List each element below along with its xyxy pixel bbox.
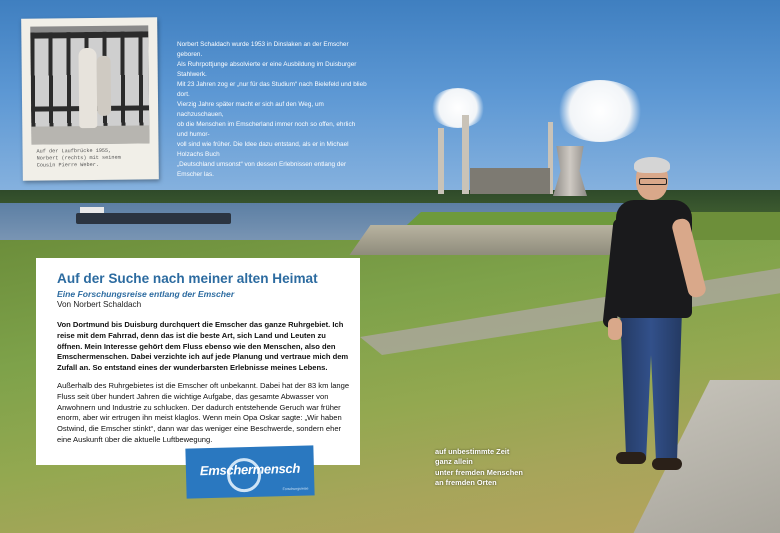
steam-cloud — [430, 88, 486, 128]
person-hair — [634, 157, 670, 173]
railing-bar — [30, 31, 148, 38]
chimney — [462, 115, 469, 194]
photo-caption — [37, 147, 149, 169]
intro-line: ob die Menschen im Emscherland immer noch so offen, ehrlich und humor- — [177, 121, 356, 138]
logo-text: Emschermensch — [199, 460, 301, 479]
article-box — [36, 258, 360, 465]
person-hand — [608, 318, 622, 340]
child-figure — [78, 48, 97, 128]
child-figure — [97, 56, 112, 116]
overlay-line: ganz allein — [435, 457, 473, 467]
person-legs — [620, 310, 682, 460]
glasses-icon — [639, 178, 667, 185]
intro-line: Mit 23 Jahren zog er „nur für das Studium“ nach Bielefeld und blieb dort. — [177, 81, 367, 98]
power-plant — [470, 168, 550, 194]
intro-line: Vierzig Jahre später macht er sich auf den Weg, um nachzuschauen, — [177, 101, 324, 118]
article-subtitle: Eine Forschungsreise entlang der Emscher — [57, 289, 235, 299]
article-title: Auf der Suche nach meiner alten Heimat — [57, 271, 318, 286]
emschermensch-logo — [185, 445, 314, 498]
shoe — [616, 452, 646, 464]
chimney — [438, 128, 444, 194]
steam-cloud — [555, 80, 645, 142]
shoe — [652, 458, 682, 470]
article-lead: Von Dortmund bis Duisburg durchquert die Emscher das ganze Ruhrgebiet. Ich reise mit dem Fahrrad, denn das ist die beste Art, sich Land und Leuten zu öffnen. Mein Interesse gehört dem Fluss ebenso wie den Menschen, also den Emschermenschen. Dabei verzichte ich auf jede Planung und vertraue mich dem Zufall an. So entstand eines der wunderbarsten Erlebnisse meines Lebens. — [57, 320, 349, 373]
ship — [76, 213, 231, 224]
caption-line: Cousin Pierre Weber. — [36, 161, 99, 169]
intro-line: „Deutschland umsonst“ von dessen Erlebnissen entlang der Emscher las. — [177, 161, 347, 178]
overlay-line: an fremden Orten — [435, 478, 497, 488]
photo-floor — [31, 125, 149, 144]
intro-line: Als Ruhrpottjunge absolvierte er eine Ausbildung im Duisburger Stahlwerk. — [177, 61, 357, 78]
photo-image — [30, 25, 149, 144]
person-portrait — [606, 160, 706, 490]
logo-tagline: Forschungsreise — [282, 486, 309, 492]
vintage-photo — [21, 17, 159, 180]
intro-text — [177, 40, 367, 180]
intro-line: Norbert Schaldach wurde 1953 in Dinslaken an der Emscher geboren. — [177, 41, 349, 58]
overlay-line: auf unbestimmte Zeit — [435, 447, 510, 456]
overlay-line: unter fremden Menschen — [435, 467, 523, 477]
article-author: Von Norbert Schaldach — [57, 300, 142, 309]
article-body: Außerhalb des Ruhrgebietes ist die Emscher oft unbekannt. Dabei hat der 83 km lange Fluss seit über hundert Jahren die wichtige Aufgabe, das gesamte Abwasser von Anwohnern und Industrie zu schlucken. Der dadurch entstehende Geruch war früher enorm, aber wir ertrugen ihn meist klaglos. Wenn mein Opa Oskar sagte: „Wir haben Ostwind, die Emscher stinkt“, dann war das weniger eine Beschwerde, sondern eher eine Auskunft über die aktuelle Luftbewegung. — [57, 381, 350, 444]
caption-line: Norbert (rechts) mit seinem — [36, 154, 121, 162]
caption-line: Auf der Laufbrücke 1955, — [36, 147, 112, 155]
intro-line: voll sind wie früher. Die Idee dazu entstand, als er in Michael Holzachs Buch — [177, 141, 349, 158]
overlay-text — [435, 447, 575, 489]
